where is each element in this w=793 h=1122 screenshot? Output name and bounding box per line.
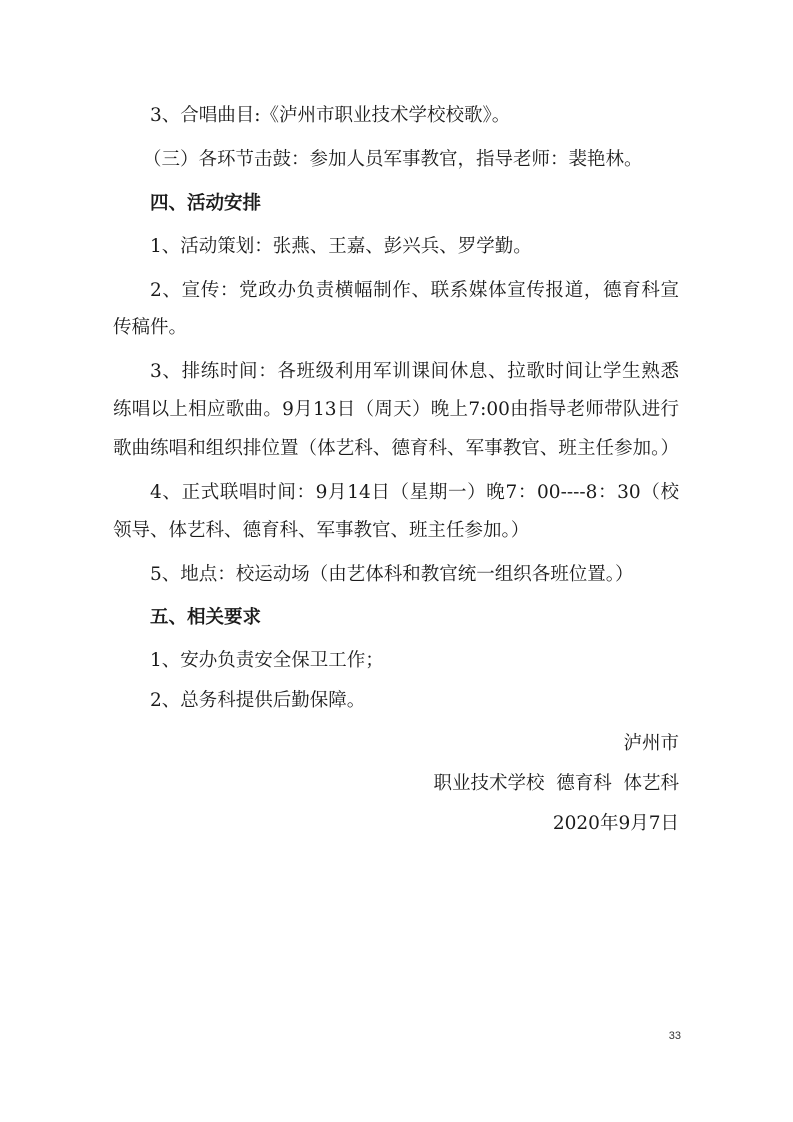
paragraph-location: 5、地点：校运动场（由艺体科和教官统一组织各班位置。）	[150, 564, 634, 585]
paragraph-planning: 1、活动策划：张燕、王嘉、彭兴兵、罗学勤。	[150, 236, 532, 257]
heading-requirements: 五、相关要求	[150, 607, 262, 628]
paragraph-rehearsal-line2: 练唱以上相应歌曲。9月13日（周天）晚上7:00由指导老师带队进行	[113, 399, 679, 420]
paragraph-rehearsal-line3: 歌曲练唱和组织排位置（体艺科、德育科、军事教官、班主任参加。）	[113, 438, 679, 459]
signature-city: 泸州市	[623, 733, 679, 754]
paragraph-song-title: 3、合唱曲目:《泸州市职业技术学校校歌》。	[150, 105, 511, 126]
paragraph-rehearsal-line1: 3、排练时间：各班级利用军训课间休息、拉歌时间让学生熟悉	[150, 361, 679, 382]
paragraph-drum: （三）各环节击鼓：参加人员军事教官，指导老师：裴艳林。	[143, 149, 643, 170]
signature-departments: 职业技术学校 德育科 体艺科	[433, 773, 679, 794]
paragraph-performance-line1: 4、正式联唱时间：9月14日（星期一）晚7：00----8：30（校	[150, 482, 679, 503]
heading-activity-arrangement: 四、活动安排	[150, 193, 262, 214]
page-number: 33	[668, 1030, 681, 1042]
paragraph-performance-line2: 领导、体艺科、德育科、军事教官、班主任参加。）	[113, 520, 530, 541]
paragraph-publicity-line2: 传稿件。	[113, 317, 188, 338]
paragraph-logistics: 2、总务科提供后勤保障。	[150, 690, 366, 711]
signature-date: 2020年9月7日	[552, 813, 679, 834]
paragraph-publicity-line1: 2、宣传：党政办负责横幅制作、联系媒体宣传报道，德育科宣	[150, 280, 679, 301]
paragraph-security: 1、安办负责安全保卫工作；	[150, 650, 384, 671]
